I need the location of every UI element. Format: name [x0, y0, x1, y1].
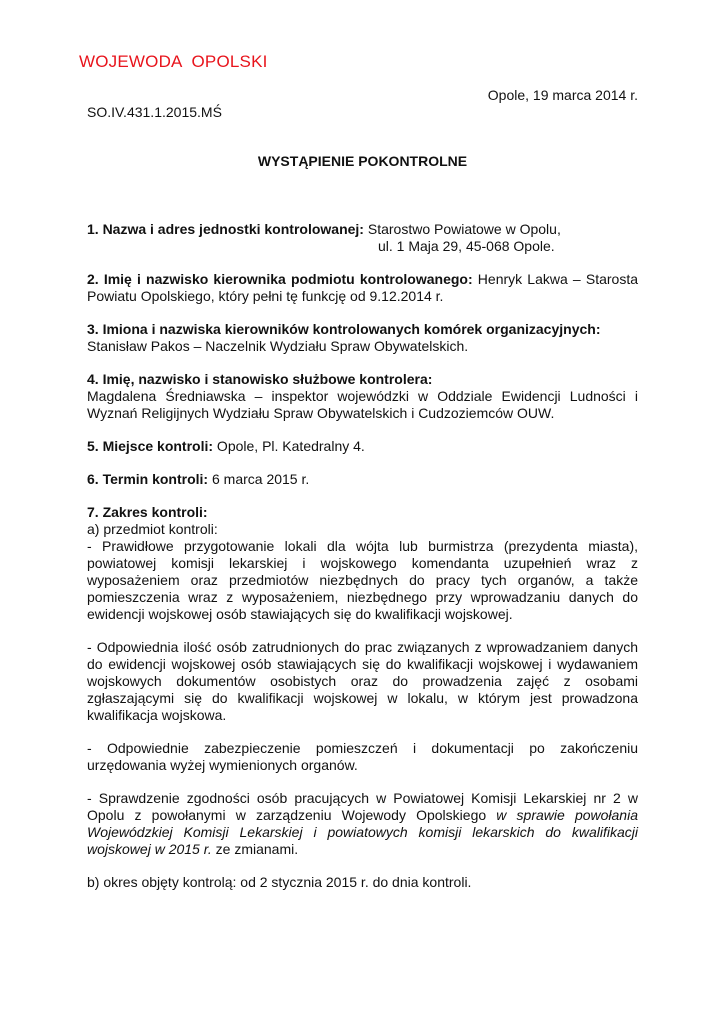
section-inspector	[87, 371, 638, 422]
section-scope	[87, 504, 638, 891]
section-place-label: 5. Miejsce kontroli:	[87, 438, 214, 454]
section-date	[87, 471, 638, 488]
scope-subject-label: a) przedmiot kontroli:	[87, 521, 218, 537]
scope-item-3: - Odpowiednie zabezpieczenie pomieszczeń i dokumentacji po zakończeniu urzędowania wyżej wymienionych organów.	[87, 740, 638, 773]
section-inspector-label: 4. Imię, nazwisko i stanowisko służbowe kontrolera:	[87, 371, 433, 387]
section-scope-label: 7. Zakres kontroli:	[87, 504, 208, 520]
document-body	[87, 221, 638, 907]
issuer-heading: WOJEWODA OPOLSKI	[79, 52, 268, 71]
section-date-value: 6 marca 2015 r.	[208, 471, 310, 487]
section-head-label: 2. Imię i nazwisko kierownika podmiotu kontrolowanego:	[87, 271, 473, 287]
scope-item-1: - Prawidłowe przygotowanie lokali dla wójta lub burmistrza (prezydenta miasta), powiatowej komisji lekarskiej i wojskowego komendanta uzupełnień wraz z wyposażeniem oraz przedmiotów niezbędnych do pracy tych organów, a także pomieszczenia wraz z wyposażeniem, niezbędnego przy wprowadzaniu danych do ewidencji wojskowej osób stawiających się do kwalifikacji wojskowej.	[87, 538, 638, 622]
section-managers-label: 3. Imiona i nazwiska kierowników kontrolowanych komórek organizacyjnych:	[87, 321, 601, 337]
section-place	[87, 438, 638, 455]
section-unit-label: 1. Nazwa i adres jednostki kontrolowanej:	[87, 221, 364, 237]
section-managers-value: Stanisław Pakos – Naczelnik Wydziału Spraw Obywatelskich.	[87, 338, 469, 354]
scope-item-4-italic: w sprawie powołania Wojewódzkiej Komisji Lekarskiej i powiatowych komisji lekarskich do kwalifikacji wojskowej w 2015 r.	[87, 807, 638, 857]
section-head	[87, 271, 638, 305]
section-inspector-value: Magdalena Średniawska – inspektor wojewódzki w Oddziale Ewidencji Ludności i Wyznań Religijnych Wydziału Spraw Obywatelskich i Cudzoziemców OUW.	[87, 388, 638, 421]
section-unit-value: Starostwo Powiatowe w Opolu,	[363, 221, 561, 237]
section-managers	[87, 321, 638, 355]
section-head-value: Henryk Lakwa – Starosta Powiatu Opolskiego, który pełni tę funkcję od 9.12.2014 r.	[87, 271, 638, 304]
section-place-value: Opole, Pl. Katedralny 4.	[213, 438, 365, 454]
section-date-label: 6. Termin kontroli:	[87, 471, 209, 487]
section-unit-address: ul. 1 Maja 29, 45-068 Opole.	[378, 238, 555, 254]
scope-item-4-end: ze zmianami.	[211, 841, 299, 857]
document-title: WYSTĄPIENIE POKONTROLNE	[257, 153, 468, 169]
scope-item-4	[87, 790, 638, 858]
document-date: Opole, 19 marca 2014 r.	[487, 87, 638, 103]
section-unit	[87, 221, 638, 255]
scope-period: b) okres objęty kontrolą: od 2 stycznia 2015 r. do dnia kontroli.	[87, 874, 472, 890]
scope-item-2: - Odpowiednia ilość osób zatrudnionych do prac związanych z wprowadzaniem danych do ewidencji wojskowej osób stawiających się do kwalifikacji wojskowej i wydawaniem wojskowych dokumentów osobistych oraz do prowadzenia zajęć z osobami zgłaszającymi się do kwalifikacji wojskowej w lokalu, w którym jest prowadzona kwalifikacja wojskowa.	[87, 639, 638, 723]
scope-item-4-text: - Sprawdzenie zgodności osób pracujących w Powiatowej Komisji Lekarskiej nr 2 w Opolu z powołanymi w zarządzeniu Wojewody Opolskiego	[87, 790, 638, 823]
case-reference: SO.IV.431.1.2015.MŚ	[87, 104, 222, 120]
